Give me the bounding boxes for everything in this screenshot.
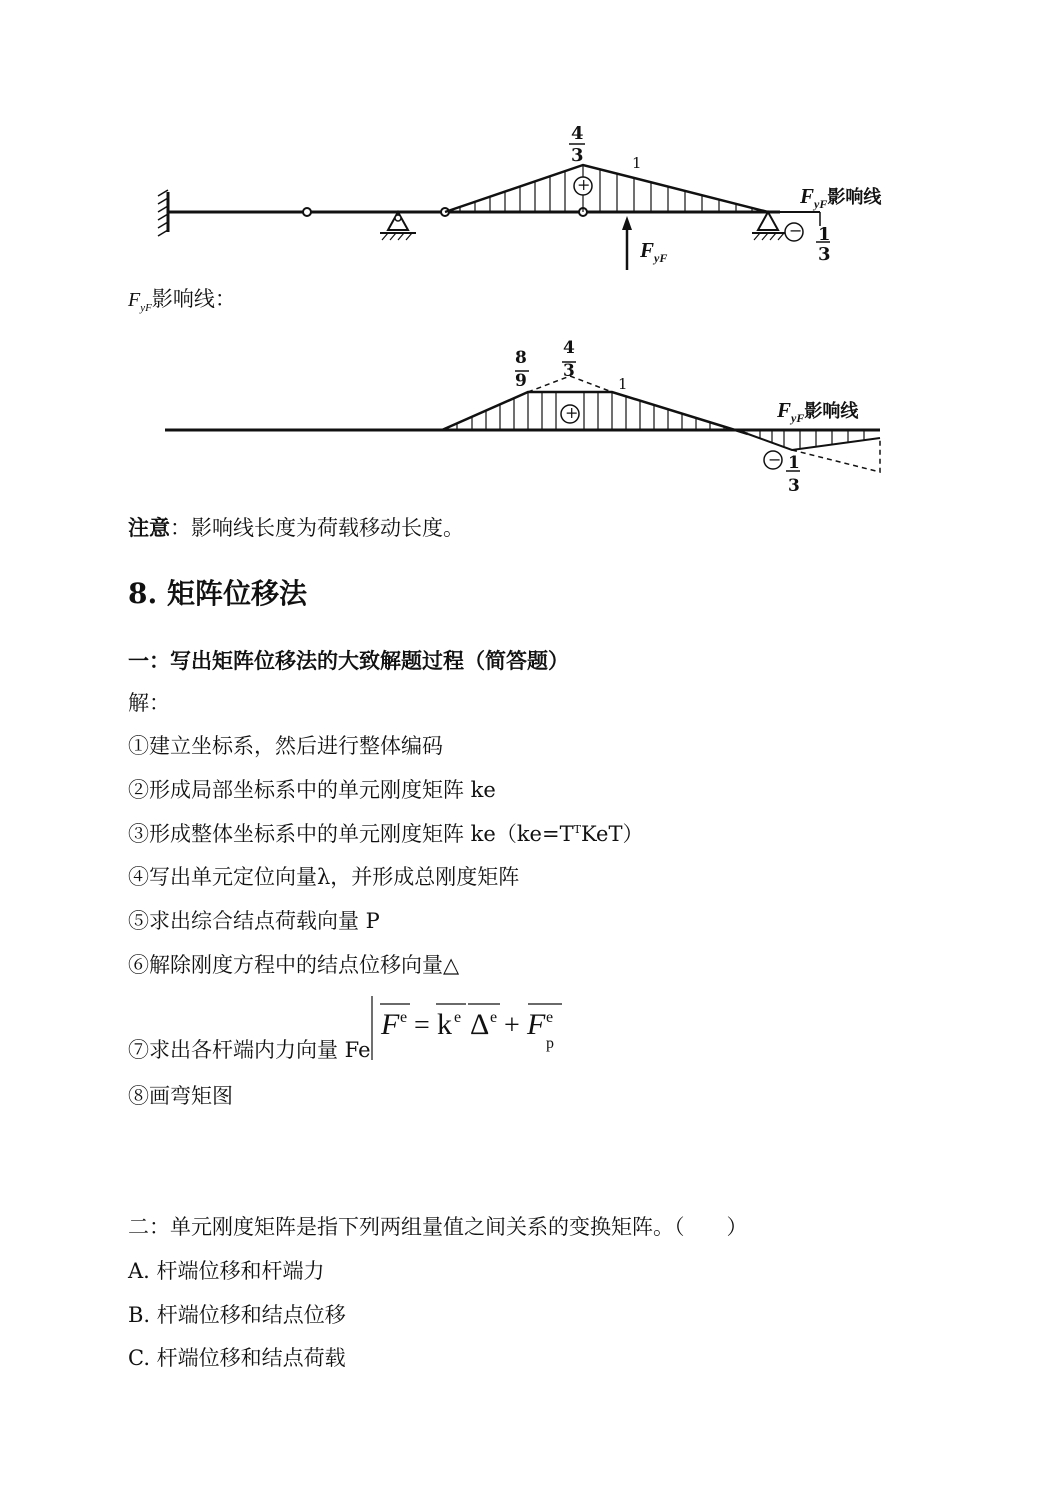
fig1-right-num: 1 (818, 224, 831, 245)
note-text: ：影响线长度为荷载移动长度。 (170, 516, 464, 540)
fig1-right-den: 3 (818, 244, 831, 265)
fig1-top-num: 4 (571, 123, 584, 144)
fig2-label-one: 1 (618, 375, 628, 393)
fig1-influence-label (800, 186, 881, 210)
formula-plus: + (504, 1010, 520, 1041)
fig1-force-sub: yF (654, 251, 668, 266)
fig1-minus-sign: − (789, 221, 803, 240)
fig1-top-den: 3 (571, 145, 584, 166)
q1-title: 一：写出矩阵位移法的大致解题过程（简答题） (128, 648, 569, 673)
q1-step-7: ⑦求出各杆端内力向量 Fe (128, 1038, 371, 1062)
fig2-minus-sign: − (768, 450, 782, 469)
q1-step-3-tail: KeT） (580, 822, 644, 846)
caption-sub: yF (140, 302, 152, 315)
note-line (128, 517, 464, 539)
section-title: 8. 矩阵位移法 (128, 577, 307, 610)
fig2-influence-sub: yF (791, 411, 805, 426)
q1-step-3-sup: T (573, 823, 581, 836)
q2-option-a: A. 杆端位移和杆端力 (128, 1259, 325, 1283)
q1-step-4: ④写出单元定位向量λ，并形成总刚度矩阵 (128, 865, 520, 889)
q1-step-6: ⑥解除刚度方程中的结点位移向量△ (128, 953, 460, 977)
fig1-label-one: 1 (632, 154, 642, 172)
formula-e1: e (400, 1009, 408, 1026)
formula-F1: F (381, 1008, 400, 1041)
q1-step-2: ②形成局部坐标系中的单元刚度矩阵 ke (128, 778, 496, 802)
q2-option-c: C. 杆端位移和结点荷载 (128, 1346, 346, 1370)
formula-eq: = (414, 1010, 430, 1041)
formula-e3: e (490, 1009, 498, 1026)
formula-e4: e (546, 1009, 554, 1026)
formula-F2: F (527, 1008, 546, 1041)
fig2-plus-sign: + (565, 403, 579, 422)
q2-title: 二：单元刚度矩阵是指下列两组量值之间关系的变换矩阵。（ ） (128, 1215, 748, 1239)
fig2-influence-label (777, 400, 858, 424)
caption-F: F (128, 289, 141, 311)
formula-delta: Δ (470, 1008, 490, 1041)
fig2-influence-text: 影响线 (804, 401, 859, 422)
fig1-plus-sign: + (577, 175, 591, 194)
fig1-force-label (640, 240, 667, 264)
fig1-force-F: F (640, 238, 655, 262)
q1-step-3 (128, 824, 644, 845)
q1-step-8: ⑧画弯矩图 (128, 1084, 233, 1108)
fig2-89-den: 9 (515, 371, 527, 391)
q1-step-1: ①建立坐标系，然后进行整体编码 (128, 734, 443, 758)
formula-e2: e (454, 1009, 462, 1026)
fig1-influence-text: 影响线 (827, 187, 882, 208)
formula-p: p (546, 1035, 554, 1052)
fig2-13-num: 1 (788, 453, 800, 473)
fig2-43-den: 3 (563, 361, 575, 381)
fig2-13-den: 3 (788, 476, 800, 496)
q1-step-3-main: ③形成整体坐标系中的单元刚度矩阵 ke（ke=T (128, 822, 574, 846)
note-label: 注意 (128, 515, 170, 540)
caption-influence-line (128, 289, 236, 314)
fig2-influence-F: F (777, 398, 792, 422)
q2-option-b: B. 杆端位移和结点位移 (128, 1303, 346, 1327)
fig2-43-num: 4 (563, 338, 575, 358)
fig2-89-num: 8 (515, 348, 527, 368)
formula-k: k (437, 1008, 452, 1041)
fig1-influence-F: F (800, 184, 815, 208)
caption-text: 影响线： (151, 287, 236, 311)
fig1-influence-sub: yF (814, 197, 828, 212)
q1-answer-label: 解： (128, 691, 170, 715)
q1-step-5: ⑤求出综合结点荷载向量 P (128, 909, 380, 933)
